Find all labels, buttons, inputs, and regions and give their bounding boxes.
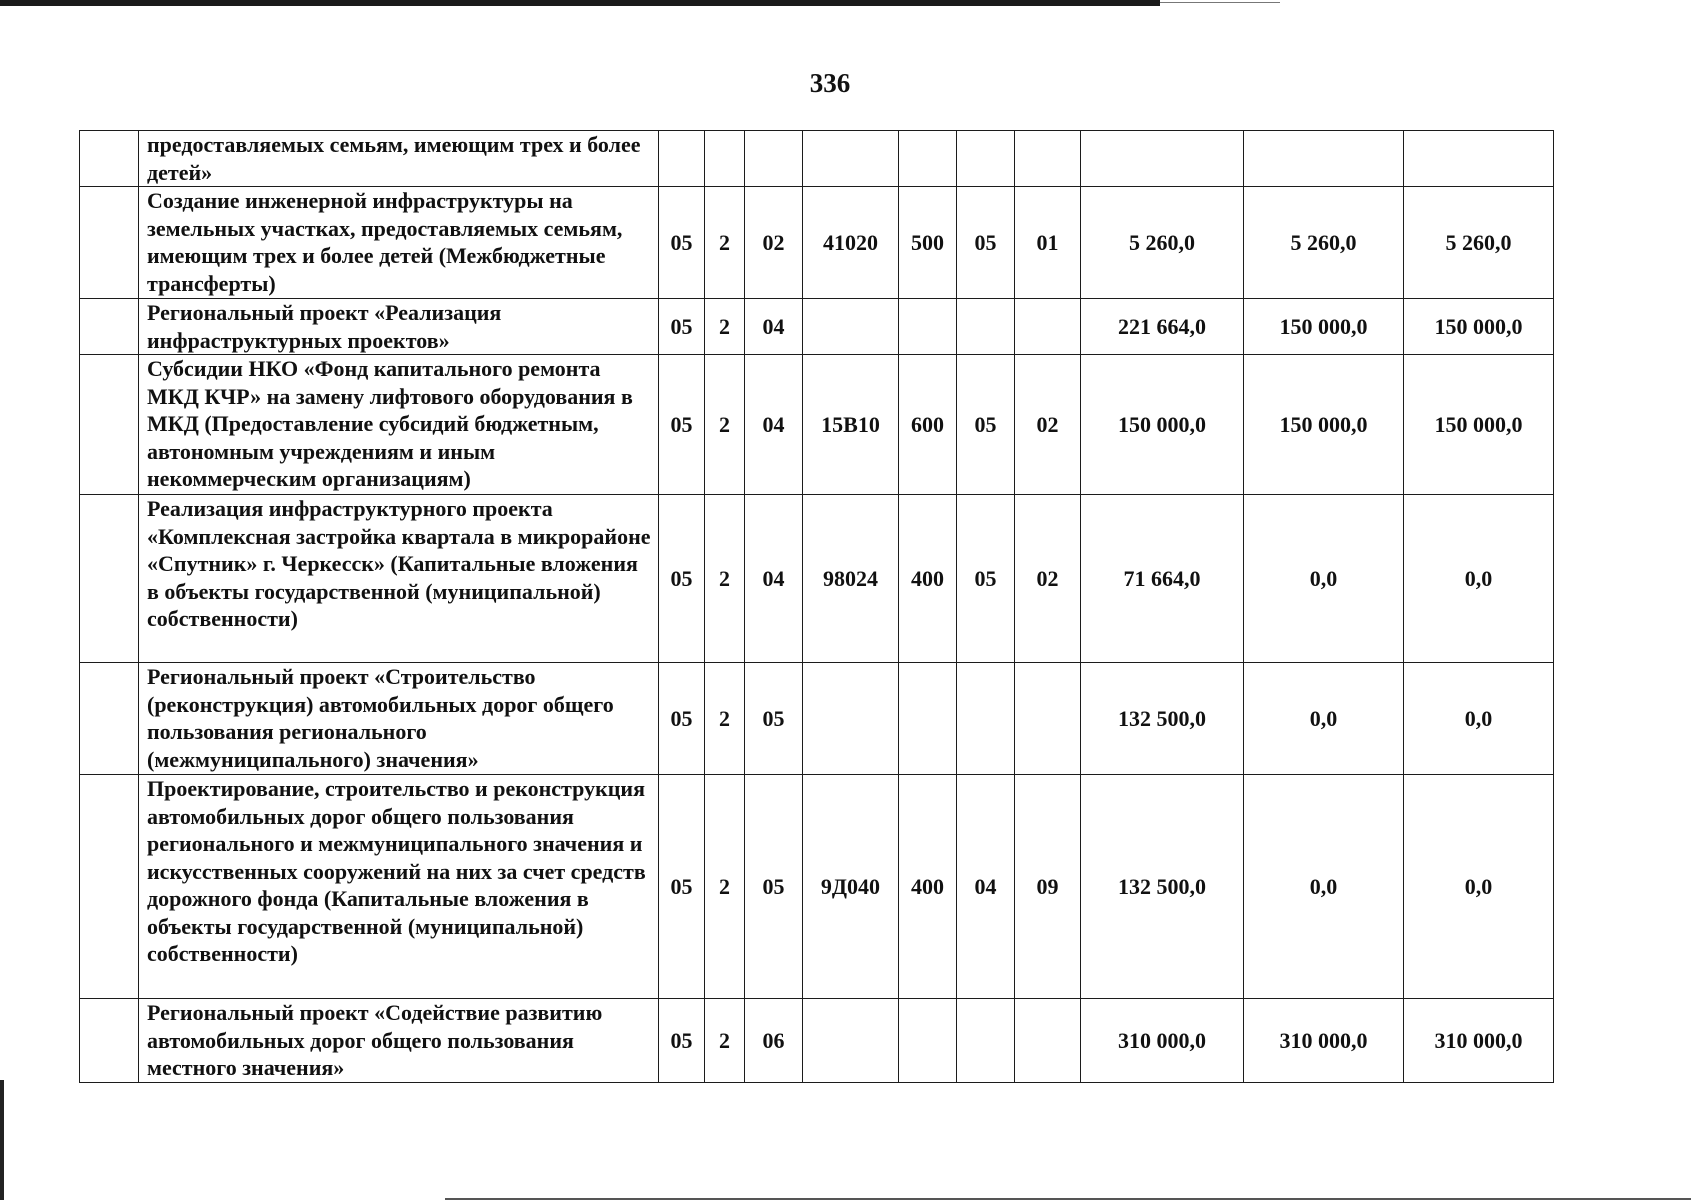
code-cell-4: 98024 [803,495,899,663]
amount-cell-1: 132 500,0 [1081,775,1244,999]
code-cell-5: 600 [899,355,957,495]
amount-cell-1: 5 260,0 [1081,187,1244,299]
row-description: Создание инженерной инфраструктуры на земельных участках, предоставляемых семьям, имеющим трех и более детей (Межбюджетные трансферты) [139,187,659,299]
code-cell-5: 400 [899,495,957,663]
table-row [80,663,1554,775]
amount-cell-3: 0,0 [1404,775,1554,999]
code-cell-7 [1015,999,1081,1083]
scan-edge-top-faint [1160,2,1280,3]
table-row [80,299,1554,355]
code-cell-2: 2 [705,663,745,775]
amount-cell-2: 150 000,0 [1244,299,1404,355]
row-number-cell [80,495,139,663]
code-cell-4: 9Д040 [803,775,899,999]
code-cell-2: 2 [705,775,745,999]
table-row [80,355,1554,495]
amount-cell-2: 5 260,0 [1244,187,1404,299]
code-cell-3: 06 [745,999,803,1083]
code-cell-7: 02 [1015,495,1081,663]
amount-cell-1: 150 000,0 [1081,355,1244,495]
table-row [80,775,1554,999]
code-cell-2: 2 [705,355,745,495]
code-cell-6 [957,131,1015,187]
code-cell-1: 05 [659,663,705,775]
code-cell-2: 2 [705,187,745,299]
code-cell-3: 05 [745,775,803,999]
row-number-cell [80,299,139,355]
code-cell-1: 05 [659,495,705,663]
row-description: Проектирование, строительство и реконструкция автомобильных дорог общего пользования регионального и межмуниципального значения и искусственных сооружений на них за счет средств дорожного фонда (Капитальные вложения в объекты государственной (муниципальной) собственности) [139,775,659,999]
amount-cell-3 [1404,131,1554,187]
code-cell-6: 05 [957,355,1015,495]
code-cell-4 [803,663,899,775]
code-cell-1 [659,131,705,187]
page-number: 336 [809,68,851,98]
row-description: Региональный проект «Содействие развитию автомобильных дорог общего пользования местного значения» [139,999,659,1083]
code-cell-1: 05 [659,999,705,1083]
amount-cell-3: 150 000,0 [1404,355,1554,495]
code-cell-1: 05 [659,355,705,495]
row-description: Реализация инфраструктурного проекта «Комплексная застройка квартала в микрорайоне «Спутник» г. Черкесск» (Капитальные вложения в объекты государственной (муниципальной) собственности) [139,495,659,663]
amount-cell-2: 0,0 [1244,495,1404,663]
table-row [80,131,1554,187]
table-row [80,495,1554,663]
code-cell-5: 500 [899,187,957,299]
code-cell-4 [803,131,899,187]
amount-cell-1: 221 664,0 [1081,299,1244,355]
code-cell-5 [899,131,957,187]
code-cell-7 [1015,131,1081,187]
row-description: Региональный проект «Реализация инфраструктурных проектов» [139,299,659,355]
code-cell-3: 04 [745,299,803,355]
code-cell-2: 2 [705,999,745,1083]
code-cell-4: 41020 [803,187,899,299]
amount-cell-1: 132 500,0 [1081,663,1244,775]
code-cell-1: 05 [659,299,705,355]
code-cell-4: 15В10 [803,355,899,495]
amount-cell-1 [1081,131,1244,187]
row-description: Региональный проект «Строительство (реконструкция) автомобильных дорог общего пользования регионального (межмуниципального) значения» [139,663,659,775]
amount-cell-2: 0,0 [1244,663,1404,775]
code-cell-7: 09 [1015,775,1081,999]
code-cell-1: 05 [659,187,705,299]
code-cell-1: 05 [659,775,705,999]
row-number-cell [80,999,139,1083]
amount-cell-2: 150 000,0 [1244,355,1404,495]
row-description: предоставляемых семьям, имеющим трех и более детей» [139,131,659,187]
code-cell-5 [899,663,957,775]
code-cell-5: 400 [899,775,957,999]
amount-cell-3: 150 000,0 [1404,299,1554,355]
row-description: Субсидии НКО «Фонд капитального ремонта МКД КЧР» на замену лифтового оборудования в МКД (Предоставление субсидий бюджетным, автономным учреждениям и иным некоммерческим организациям) [139,355,659,495]
table-row [80,187,1554,299]
code-cell-6 [957,299,1015,355]
code-cell-3: 05 [745,663,803,775]
amount-cell-1: 310 000,0 [1081,999,1244,1083]
code-cell-2: 2 [705,495,745,663]
code-cell-7 [1015,299,1081,355]
code-cell-4 [803,299,899,355]
code-cell-6 [957,663,1015,775]
code-cell-5 [899,299,957,355]
row-number-cell [80,355,139,495]
amount-cell-2: 310 000,0 [1244,999,1404,1083]
budget-table [79,130,1554,1083]
code-cell-7: 02 [1015,355,1081,495]
code-cell-6: 05 [957,495,1015,663]
amount-cell-3: 310 000,0 [1404,999,1554,1083]
row-number-cell [80,131,139,187]
code-cell-5 [899,999,957,1083]
code-cell-4 [803,999,899,1083]
code-cell-2 [705,131,745,187]
row-number-cell [80,187,139,299]
code-cell-7: 01 [1015,187,1081,299]
code-cell-6 [957,999,1015,1083]
code-cell-2: 2 [705,299,745,355]
scan-edge-top [0,0,1160,6]
row-number-cell [80,775,139,999]
amount-cell-1: 71 664,0 [1081,495,1244,663]
code-cell-3: 02 [745,187,803,299]
scan-edge-left [0,1080,4,1200]
amount-cell-2: 0,0 [1244,775,1404,999]
code-cell-3: 04 [745,355,803,495]
code-cell-6: 04 [957,775,1015,999]
code-cell-3 [745,131,803,187]
code-cell-7 [1015,663,1081,775]
amount-cell-2 [1244,131,1404,187]
row-number-cell [80,663,139,775]
code-cell-3: 04 [745,495,803,663]
amount-cell-3: 0,0 [1404,495,1554,663]
amount-cell-3: 5 260,0 [1404,187,1554,299]
table-row [80,999,1554,1083]
amount-cell-3: 0,0 [1404,663,1554,775]
code-cell-6: 05 [957,187,1015,299]
